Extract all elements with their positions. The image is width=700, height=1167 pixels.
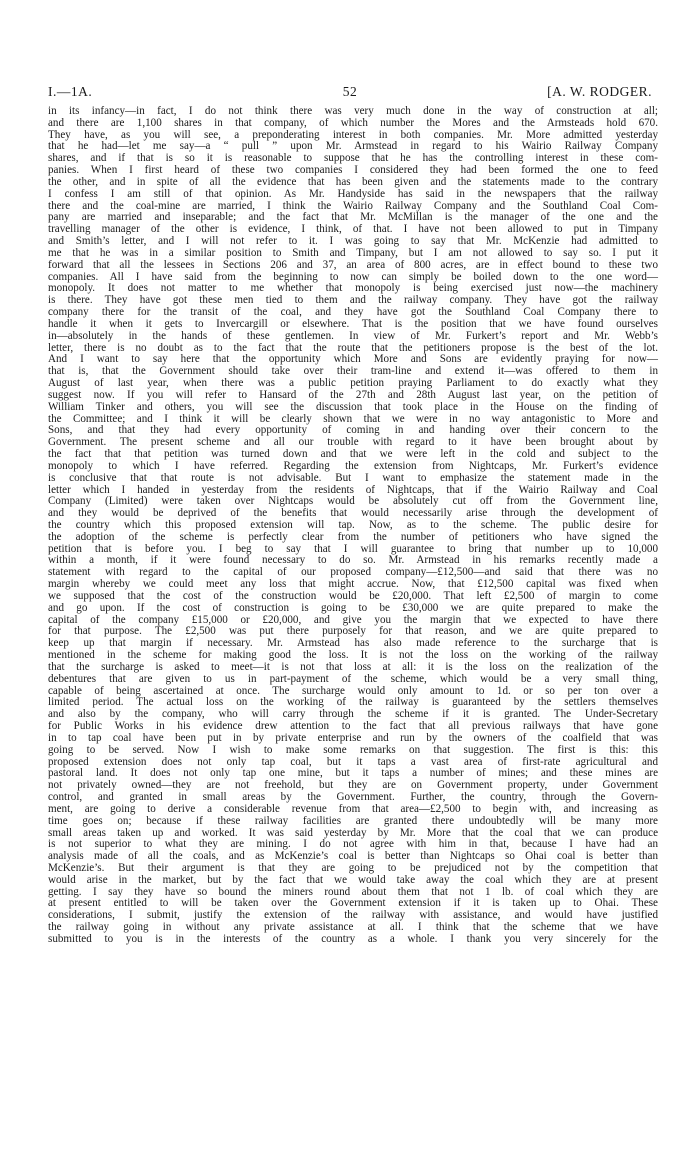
- text-line: at present entitled to will be taken over the Government extension if it is taken up to Ohai. These: [48, 897, 658, 910]
- text-line: monopoly. It does not matter to me whether that monopoly is being exercised just now—the machinery: [48, 282, 658, 295]
- text-line: August of last year, when there was a public petition praying Parliament to do exactly what they: [48, 377, 658, 390]
- text-line: time goes on; because if these railway facilities are granted there undoubtedly will be many more: [48, 814, 658, 827]
- text-line: we supposed that the cost of the construction would be £20,000. That left £2,500 of margin to come: [48, 589, 658, 602]
- text-line: ment, are going to derive a considerable revenue from that area—£2,500 to begin with, and increasing as: [48, 802, 658, 815]
- text-line: They have, as you will see, a preponderating interest in both companies. Mr. More admitted yesterday: [48, 128, 658, 141]
- text-line: Government. The present scheme and all our trouble with regard to it have been brought about by: [48, 436, 658, 449]
- text-line: handle it when it gets to Invercargill or elsewhere. That is the position that we have found ourselves: [48, 317, 658, 330]
- text-line: and also by the company, who will carry through the scheme if it is granted. The Under-Secretary: [48, 708, 658, 721]
- text-line: that he had—let me say—a “ pull ” upon Mr. Armstead in regard to his Wairio Railway Company: [48, 140, 658, 153]
- text-line: William Tinker and others, you will see the discussion that took place in the House on the finding of: [48, 400, 658, 413]
- text-line: submitted to you is in the interests of the country as a whole. I thank you very sincerely for the: [48, 932, 658, 945]
- text-line: capable of being ascertained at once. The surcharge would only amount to 1d. or so per ton over a: [48, 684, 658, 697]
- text-line: I confess I am still of that opinion. As Mr. Handyside has said in the newspapers that the railway: [48, 187, 658, 200]
- text-line: Sons, and that they had every opportunity of coming in and handing over their concern to the: [48, 424, 658, 437]
- speaker-name: [A. W. RODGER.: [547, 84, 652, 99]
- text-line: the country which this proposed extension will tap. Now, as to the scheme. The public desire for: [48, 518, 658, 531]
- text-line: for Public Works in his evidence drew attention to the fact that all previous railways that have gone: [48, 720, 658, 733]
- text-line: letter which I handed in yesterday from the residents of Nightcaps, that if the Wairio Railway and Coal: [48, 483, 658, 496]
- text-line: Company (Limited) were taken over Nightcaps would be absolutely cut off from the Government line,: [48, 495, 658, 508]
- text-line: capital of the company £15,000 or £20,000, and give you the margin that we expected to have there: [48, 613, 658, 626]
- text-line: within a month, if it were found necessary to do so. Mr. Armstead in his remarks recently made a: [48, 554, 658, 567]
- text-line: proposed extension does not only tap coal, but it taps a vast area of first-rate agricultural and: [48, 755, 658, 768]
- text-line: pastoral land. It does not only tap one mine, but it taps a number of mines; and these mines are: [48, 767, 658, 780]
- text-line: mentioned in the scheme for making good the loss. It is not the loss on the working of the railway: [48, 649, 658, 662]
- text-line: that the surcharge is asked to meet—it is not that loss at all: it is the loss on the realization of the: [48, 660, 658, 673]
- text-line: control, and granted in small areas by the Government. Further, the country, through the Govern-: [48, 791, 658, 804]
- text-line: analysis made of all the coals, and as McKenzie’s coal is better than Nightcaps so Ohai coal is better than: [48, 850, 658, 863]
- text-line: is there. They have got these men tied to them and the railway company. They have got the railway: [48, 294, 658, 307]
- text-line: And I want to say here that the opportunity which More and Sons are evidently praying for now—: [48, 353, 658, 366]
- text-line: going to be served. Now I wish to make some remarks on that suggestion. The first is this: this: [48, 743, 658, 756]
- text-line: in its infancy—in fact, I do not think there was very much done in the way of construction at all;: [48, 105, 658, 117]
- text-line: and Smith’s letter, and I will not refer to it. I was going to say that Mr. McKenzie had admitted to: [48, 235, 658, 248]
- text-line: margin whereby we could meet any loss that might accrue. Now, that £12,500 capital was fixed when: [48, 578, 658, 591]
- text-line: petition that is before you. I beg to say that I will guarantee to bring that number up to 10,000: [48, 542, 658, 555]
- text-line: statement with regard to the capital of our proposed company—£12,500—and said that there was no: [48, 566, 658, 579]
- text-line: travelling manager of the other is evidence, I think, of that. I have not been allowed to put in Timpany: [48, 223, 658, 236]
- text-line: in to tap coal have been put in by private enterprise and run by the owners of the coalfield that was: [48, 731, 658, 744]
- text-line: keep up that margin if necessary. Mr. Armstead has also made reference to the surcharge that is: [48, 637, 658, 650]
- text-line: and they would be deprived of the benefits that would necessarily arise through the development of: [48, 507, 658, 520]
- text-line: there and the coal-mine are married, I think the Wairio Railway Company and the Southland Coal Com-: [48, 199, 658, 212]
- text-line: company there for the transit of the coal, and they have got the Southland Coal Company there to: [48, 306, 658, 319]
- text-line: getting. I say they have so bound the miners round about them that not 1 lb. of coal which they are: [48, 885, 658, 898]
- text-line: in—absolutely in the hands of these gentlemen. In view of Mr. Furkert’s report and Mr. Webb’s: [48, 329, 658, 342]
- text-line: the fact that that petition was turned down and that we were left in the cold and subject to the: [48, 448, 658, 461]
- text-line: considerations, I submit, justify the extension of the railway with assistance, and would have justified: [48, 909, 658, 922]
- text-line: the other, and in spite of all the evidence that has been given and the statements made to the contrary: [48, 175, 658, 188]
- text-line: McKenzie’s. But their argument is that they are going to be prejudiced not by the competition that: [48, 862, 658, 874]
- text-line: letter, there is no doubt as to the fact that the route that the petitioners propose is the best of the lot.: [48, 341, 658, 354]
- text-line: companies. All I have said from the beginning to now can simply be boiled down to the one word—: [48, 270, 658, 283]
- text-line: that is, that the Government should take over their tram-line and extend it—was offered to them in: [48, 365, 658, 378]
- text-line: would arise in the market, but by the fact that we would take away the coal which they are at present: [48, 873, 658, 886]
- text-line: panies. When I first heard of these two companies I considered they had been formed the one to feed: [48, 164, 658, 177]
- text-line: pany are married and inseparable; and the fact that Mr. McMillan is the manager of the one and the: [48, 211, 658, 224]
- page-number: 52: [342, 84, 358, 99]
- page-header: [48, 84, 652, 102]
- text-line: is not superior to what they are mining. I do not agree with him in that, because I have had an: [48, 838, 658, 851]
- text-line: suggest now. If you will refer to Hansard of the 27th and 28th August last year, on the petition of: [48, 388, 658, 401]
- document-reference: I.—1A.: [48, 84, 93, 99]
- text-line: and there are 1,100 shares in that company, of which number the Mores and the Armsteads hold 670.: [48, 116, 658, 129]
- text-line: me that he was in a similar position to Smith and Timpany, but I am not allowed to say so. I put it: [48, 246, 658, 259]
- text-line: is conclusive that that route is not advisable. But I want to emphasize the statement made in the: [48, 471, 658, 484]
- text-line: the Committee; and I think it will be clearly shown that we were in no way antagonistic to More and: [48, 412, 658, 425]
- body-paragraph: [48, 106, 658, 946]
- text-line: forward that all the lessees in Sections 206 and 37, an area of 800 acres, are in effect bound to these two: [48, 258, 658, 271]
- text-line: debentures that are given to us in part-payment of the scheme, which would be a very small thing,: [48, 672, 658, 685]
- text-line: shares, and if that is so it is reasonable to suppose that he has the controlling interest in these com-: [48, 152, 658, 165]
- text-line: the railway going in without any private assistance at all. I think that the scheme that we have: [48, 921, 658, 934]
- text-line: monopoly to which I have referred. Regarding the extension from Nightcaps, Mr. Furkert’s evidence: [48, 459, 658, 472]
- text-line: limited period. The actual loss on the working of the railway is guaranteed by the settlers themselves: [48, 696, 658, 709]
- text-line: and go upon. If the cost of construction is going to be £30,000 we are quite prepared to make the: [48, 601, 658, 614]
- text-line: for that purpose. The £2,500 was put there purposely for that reason, and we are quite prepared to: [48, 625, 658, 638]
- text-line: small areas taken up and worked. It was said yesterday by Mr. More that the coal that we can produce: [48, 826, 658, 839]
- text-line: the adoption of the scheme is perfectly clear from the number of petitioners who have signed the: [48, 530, 658, 543]
- text-line: not privately owned—they are not freehold, but they are on Government property, under Government: [48, 779, 658, 792]
